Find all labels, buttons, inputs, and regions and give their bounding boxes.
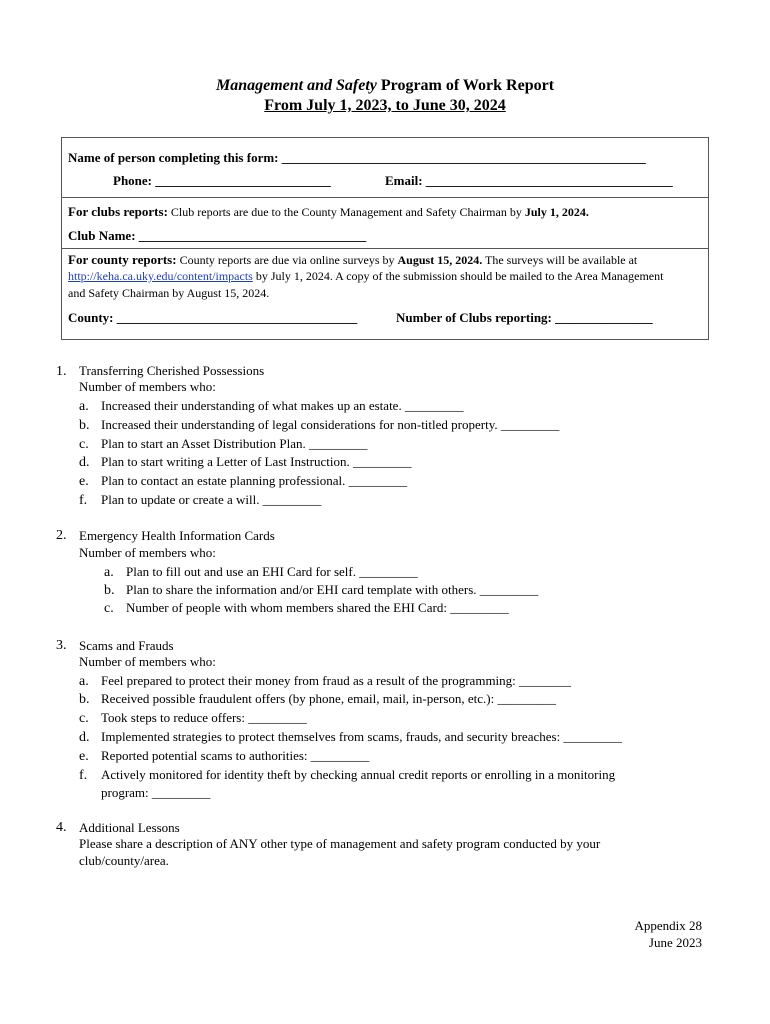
list-item: c. Took steps to reduce offers: _________ bbox=[79, 710, 307, 726]
list-item: c. Plan to start an Asset Distribution Plan. _________ bbox=[79, 436, 368, 452]
name-field[interactable]: Name of person completing this form: ________________________________________________________ bbox=[68, 150, 646, 165]
list-item: a. Plan to fill out and use an EHI Card for self. _________ bbox=[104, 564, 418, 580]
list-item: c. Number of people with whom members shared the EHI Card: _________ bbox=[104, 600, 509, 616]
section-description: Please share a description of ANY other type of management and safety program conducted by your bbox=[79, 836, 601, 851]
section-subtitle: Number of members who: bbox=[79, 379, 216, 394]
list-item: a. Increased their understanding of what makes up an estate. _________ bbox=[79, 398, 464, 414]
footer-date: June 2023 bbox=[648, 935, 702, 950]
list-item-continued[interactable]: program: _________ bbox=[101, 785, 211, 800]
list-item: a. Feel prepared to protect their money from fraud as a result of the programming: ________ bbox=[79, 673, 572, 689]
county-reports-note-line2: http://keha.ca.uky.edu/content/impacts by July 1, 2024. A copy of the submission should be mailed to the Area Management bbox=[68, 269, 664, 283]
survey-link[interactable]: http://keha.ca.uky.edu/content/impacts bbox=[68, 269, 253, 283]
list-item: b. Plan to share the information and/or EHI card template with others. _________ bbox=[104, 582, 539, 598]
club-name-field[interactable]: Club Name: ___________________________________ bbox=[68, 228, 367, 243]
section-subtitle: Number of members who: bbox=[79, 654, 216, 669]
list-item: e. Plan to contact an estate planning professional. _________ bbox=[79, 473, 408, 489]
list-item: d. Implemented strategies to protect themselves from scams, frauds, and security breaches: _________ bbox=[79, 729, 622, 745]
clubs-reports-note: For clubs reports: Club reports are due to the County Management and Safety Chairman by July 1, 2024. bbox=[68, 204, 589, 219]
section-title: Scams and Frauds bbox=[79, 638, 174, 653]
section-title: Transferring Cherished Possessions bbox=[79, 363, 265, 378]
section-number: 2. bbox=[56, 528, 67, 543]
county-reports-note: For county reports: County reports are due via online surveys by August 15, 2024. The surveys will be available at bbox=[68, 252, 638, 267]
appendix-label: Appendix 28 bbox=[634, 918, 702, 933]
page-subtitle: From July 1, 2023, to June 30, 2024 bbox=[264, 97, 506, 114]
section-number: 1. bbox=[56, 364, 67, 379]
section-subtitle: Number of members who: bbox=[79, 545, 216, 560]
clubs-reporting-field[interactable]: Number of Clubs reporting: _______________ bbox=[396, 310, 653, 325]
phone-field[interactable]: Phone: ___________________________ bbox=[113, 173, 331, 188]
list-item: f. Actively monitored for identity theft by checking annual credit reports or enrolling in a monitoring bbox=[79, 767, 616, 783]
section-description-line2: club/county/area. bbox=[79, 853, 169, 868]
list-item: f. Plan to update or create a will. _________ bbox=[79, 492, 322, 508]
divider bbox=[62, 248, 708, 249]
report-info-box bbox=[61, 137, 709, 340]
list-item: b. Received possible fraudulent offers (by phone, email, mail, in-person, etc.): _________ bbox=[79, 691, 556, 707]
section-title: Emergency Health Information Cards bbox=[79, 528, 275, 543]
divider bbox=[62, 197, 708, 198]
list-item: d. Plan to start writing a Letter of Last Instruction. _________ bbox=[79, 454, 412, 470]
list-item: b. Increased their understanding of legal considerations for non-titled property. _________ bbox=[79, 417, 560, 433]
section-number: 3. bbox=[56, 638, 67, 653]
page-title: Management and Safety Program of Work Report bbox=[215, 77, 555, 94]
section-title: Additional Lessons bbox=[79, 820, 180, 835]
email-field[interactable]: Email: ______________________________________ bbox=[385, 173, 673, 188]
county-field[interactable]: County: _____________________________________ bbox=[68, 310, 358, 325]
list-item: e. Reported potential scams to authorities: _________ bbox=[79, 748, 370, 764]
section-number: 4. bbox=[56, 820, 67, 835]
county-reports-note-line3: and Safety Chairman by August 15, 2024. bbox=[68, 286, 270, 300]
